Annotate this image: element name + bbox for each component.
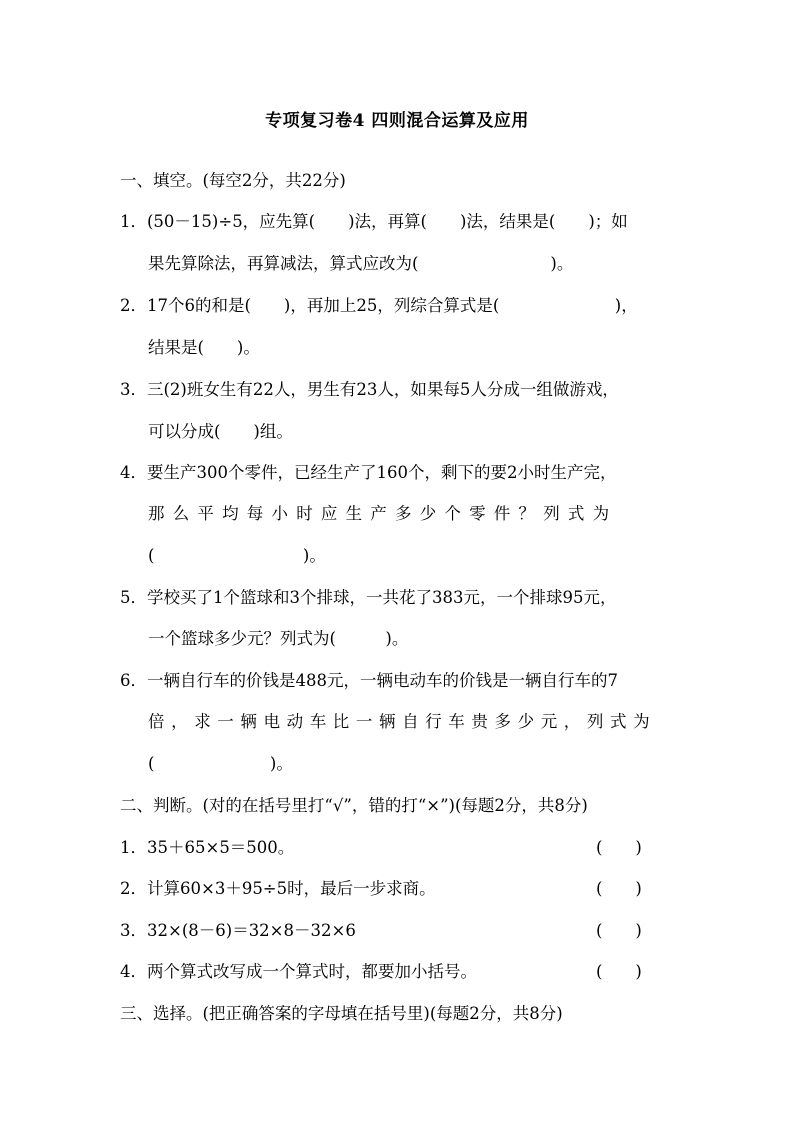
q6-line1: 6．一辆自行车的价钱是488元，一辆电动车的价钱是一辆自行车的7 [120,671,618,690]
q2-line2: 结果是( )。 [148,338,260,357]
judge-answer-box-2[interactable]: ( ) [596,879,642,898]
q5-line2: 一个篮球多少元？列式为( )。 [148,629,409,648]
q6-line2: 倍，求一辆电动车比一辆自行车贵多少元，列式为 [148,712,657,731]
q3-line2: 可以分成( )组。 [148,422,293,441]
section1-heading: 一、填空。(每空2分，共22分) [120,171,346,190]
q2-line1: 2．17个6的和是( )，再加上25，列综合算式是( )， [120,296,638,315]
section3-heading: 三、选择。(把正确答案的字母填在括号里)(每题2分，共8分) [120,1004,563,1023]
judge-item-1: 1．35＋65×5＝500。 [120,838,295,857]
judge-answer-box-1[interactable]: ( ) [596,838,642,857]
q6-line3: ( )。 [148,754,293,773]
q5-line1: 5．学校买了1个篮球和3个排球，一共花了383元，一个排球95元， [120,588,617,607]
judge-item-2: 2．计算60×3＋95÷5时，最后一步求商。 [120,879,436,898]
judge-answer-box-3[interactable]: ( ) [596,921,642,940]
judge-answer-box-4[interactable]: ( ) [596,962,642,981]
q4-line1: 4．要生产300个零件，已经生产了160个，剩下的要2小时生产完， [120,463,617,482]
judge-item-4: 4．两个算式改写成一个算式时，都要加小括号。 [120,962,477,981]
page-title: 专项复习卷4 四则混合运算及应用 [265,111,529,131]
q1-line2: 果先算除法，再算减法，算式应改为( )。 [148,254,574,273]
q4-line3: ( )。 [148,546,326,565]
section2-heading: 二、判断。(对的在括号里打“√”，错的打“×”)(每题2分，共8分) [120,796,588,815]
q3-line1: 3．三(2)班女生有22人，男生有23人，如果每5人分成一组做游戏， [120,380,619,399]
q1-line1: 1．(50－15)÷5，应先算( )法，再算( )法，结果是( )；如 [120,212,628,231]
q4-line2: 那么平均每小时应生产多少个零件？列式为 [148,504,618,523]
judge-item-3: 3．32×(8－6)＝32×8－32×6 [120,921,356,940]
